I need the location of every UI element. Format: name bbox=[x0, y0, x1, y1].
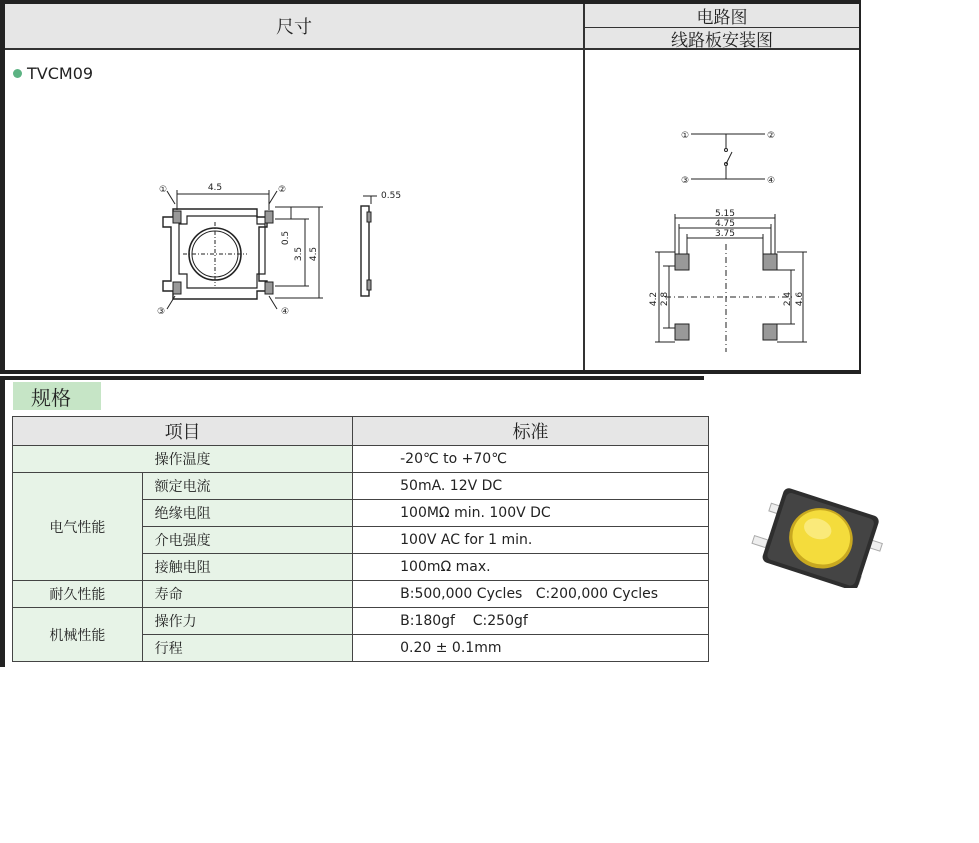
pcb-dim-left-a: 4.2 bbox=[649, 291, 659, 307]
row-value: B:180gf C:250gf bbox=[353, 608, 709, 635]
divider bbox=[583, 50, 585, 374]
row-label: 额定电流 bbox=[142, 473, 352, 500]
row-label: 介电强度 bbox=[142, 527, 352, 554]
pcb-dim-w1: 5.15 bbox=[714, 209, 736, 219]
dimensions-header-text: 尺寸 bbox=[276, 17, 312, 38]
pcb-header bbox=[585, 28, 859, 50]
pin-2-label: ② bbox=[277, 185, 287, 195]
pcb-dim-left-b: 2.8 bbox=[660, 291, 670, 307]
standard-header: 标准 bbox=[353, 417, 709, 446]
dimensions-panel bbox=[0, 0, 861, 374]
row-label: 绝缘电阻 bbox=[142, 500, 352, 527]
dim-side-c: 4.5 bbox=[309, 246, 319, 262]
row-label: 行程 bbox=[142, 635, 352, 662]
model-label bbox=[13, 64, 93, 83]
row-label: 接触电阻 bbox=[142, 554, 352, 581]
circuit-pin-1: ① bbox=[680, 131, 690, 141]
spec-title: 规格 bbox=[13, 382, 101, 410]
pcb-header-text: 线路板安装图 bbox=[671, 30, 773, 51]
spec-top-border bbox=[0, 376, 704, 380]
pin-1-label: ① bbox=[158, 185, 168, 195]
pcb-dim-w2: 4.75 bbox=[714, 219, 736, 229]
row-value: 50mA. 12V DC bbox=[353, 473, 709, 500]
model-name: TVCM09 bbox=[27, 64, 94, 83]
table-row bbox=[13, 608, 709, 635]
section-divider bbox=[0, 370, 861, 374]
pcb-dim-w3: 3.75 bbox=[714, 229, 736, 239]
row-value: B:500,000 Cycles C:200,000 Cycles bbox=[353, 581, 709, 608]
circuit-pin-2: ② bbox=[766, 131, 776, 141]
bullet-icon bbox=[13, 69, 22, 78]
dim-thickness: 0.55 bbox=[381, 191, 402, 201]
spec-panel bbox=[0, 376, 704, 667]
dimensions-header bbox=[5, 4, 585, 50]
group-label: 机械性能 bbox=[13, 608, 143, 662]
row-label: 操作温度 bbox=[13, 446, 353, 473]
table-row bbox=[13, 473, 709, 500]
pcb-dim-right-b: 4.6 bbox=[795, 291, 805, 307]
circuit-pin-3: ③ bbox=[680, 176, 690, 186]
table-row bbox=[13, 446, 709, 473]
pin-3-label: ③ bbox=[156, 307, 166, 317]
circuit-pin-4: ④ bbox=[766, 176, 776, 186]
pin-4-label: ④ bbox=[280, 307, 290, 317]
item-header: 项目 bbox=[13, 417, 353, 446]
circuit-header-text: 电路图 bbox=[696, 8, 748, 28]
switch-dimension-drawing bbox=[145, 174, 425, 324]
row-label: 寿命 bbox=[142, 581, 352, 608]
group-label: 耐久性能 bbox=[13, 581, 143, 608]
row-value: 100V AC for 1 min. bbox=[353, 527, 709, 554]
group-label: 电气性能 bbox=[13, 473, 143, 581]
row-value: 100MΩ min. 100V DC bbox=[353, 500, 709, 527]
tact-switch-photo bbox=[745, 488, 895, 588]
circuit-diagram bbox=[675, 124, 785, 194]
row-value: 100mΩ max. bbox=[353, 554, 709, 581]
row-value: 0.20 ± 0.1mm bbox=[353, 635, 709, 662]
table-row bbox=[13, 581, 709, 608]
dim-side-b: 3.5 bbox=[294, 246, 304, 262]
pcb-layout-diagram bbox=[635, 204, 825, 354]
row-label: 操作力 bbox=[142, 608, 352, 635]
dim-side-a: 0.5 bbox=[281, 230, 291, 246]
dim-top: 4.5 bbox=[207, 183, 223, 193]
row-value: -20℃ to +70℃ bbox=[353, 446, 709, 473]
pcb-dim-right-a: 2.4 bbox=[783, 291, 793, 307]
spec-table bbox=[12, 416, 709, 662]
circuit-header bbox=[585, 4, 859, 28]
spec-header-row bbox=[13, 417, 709, 446]
